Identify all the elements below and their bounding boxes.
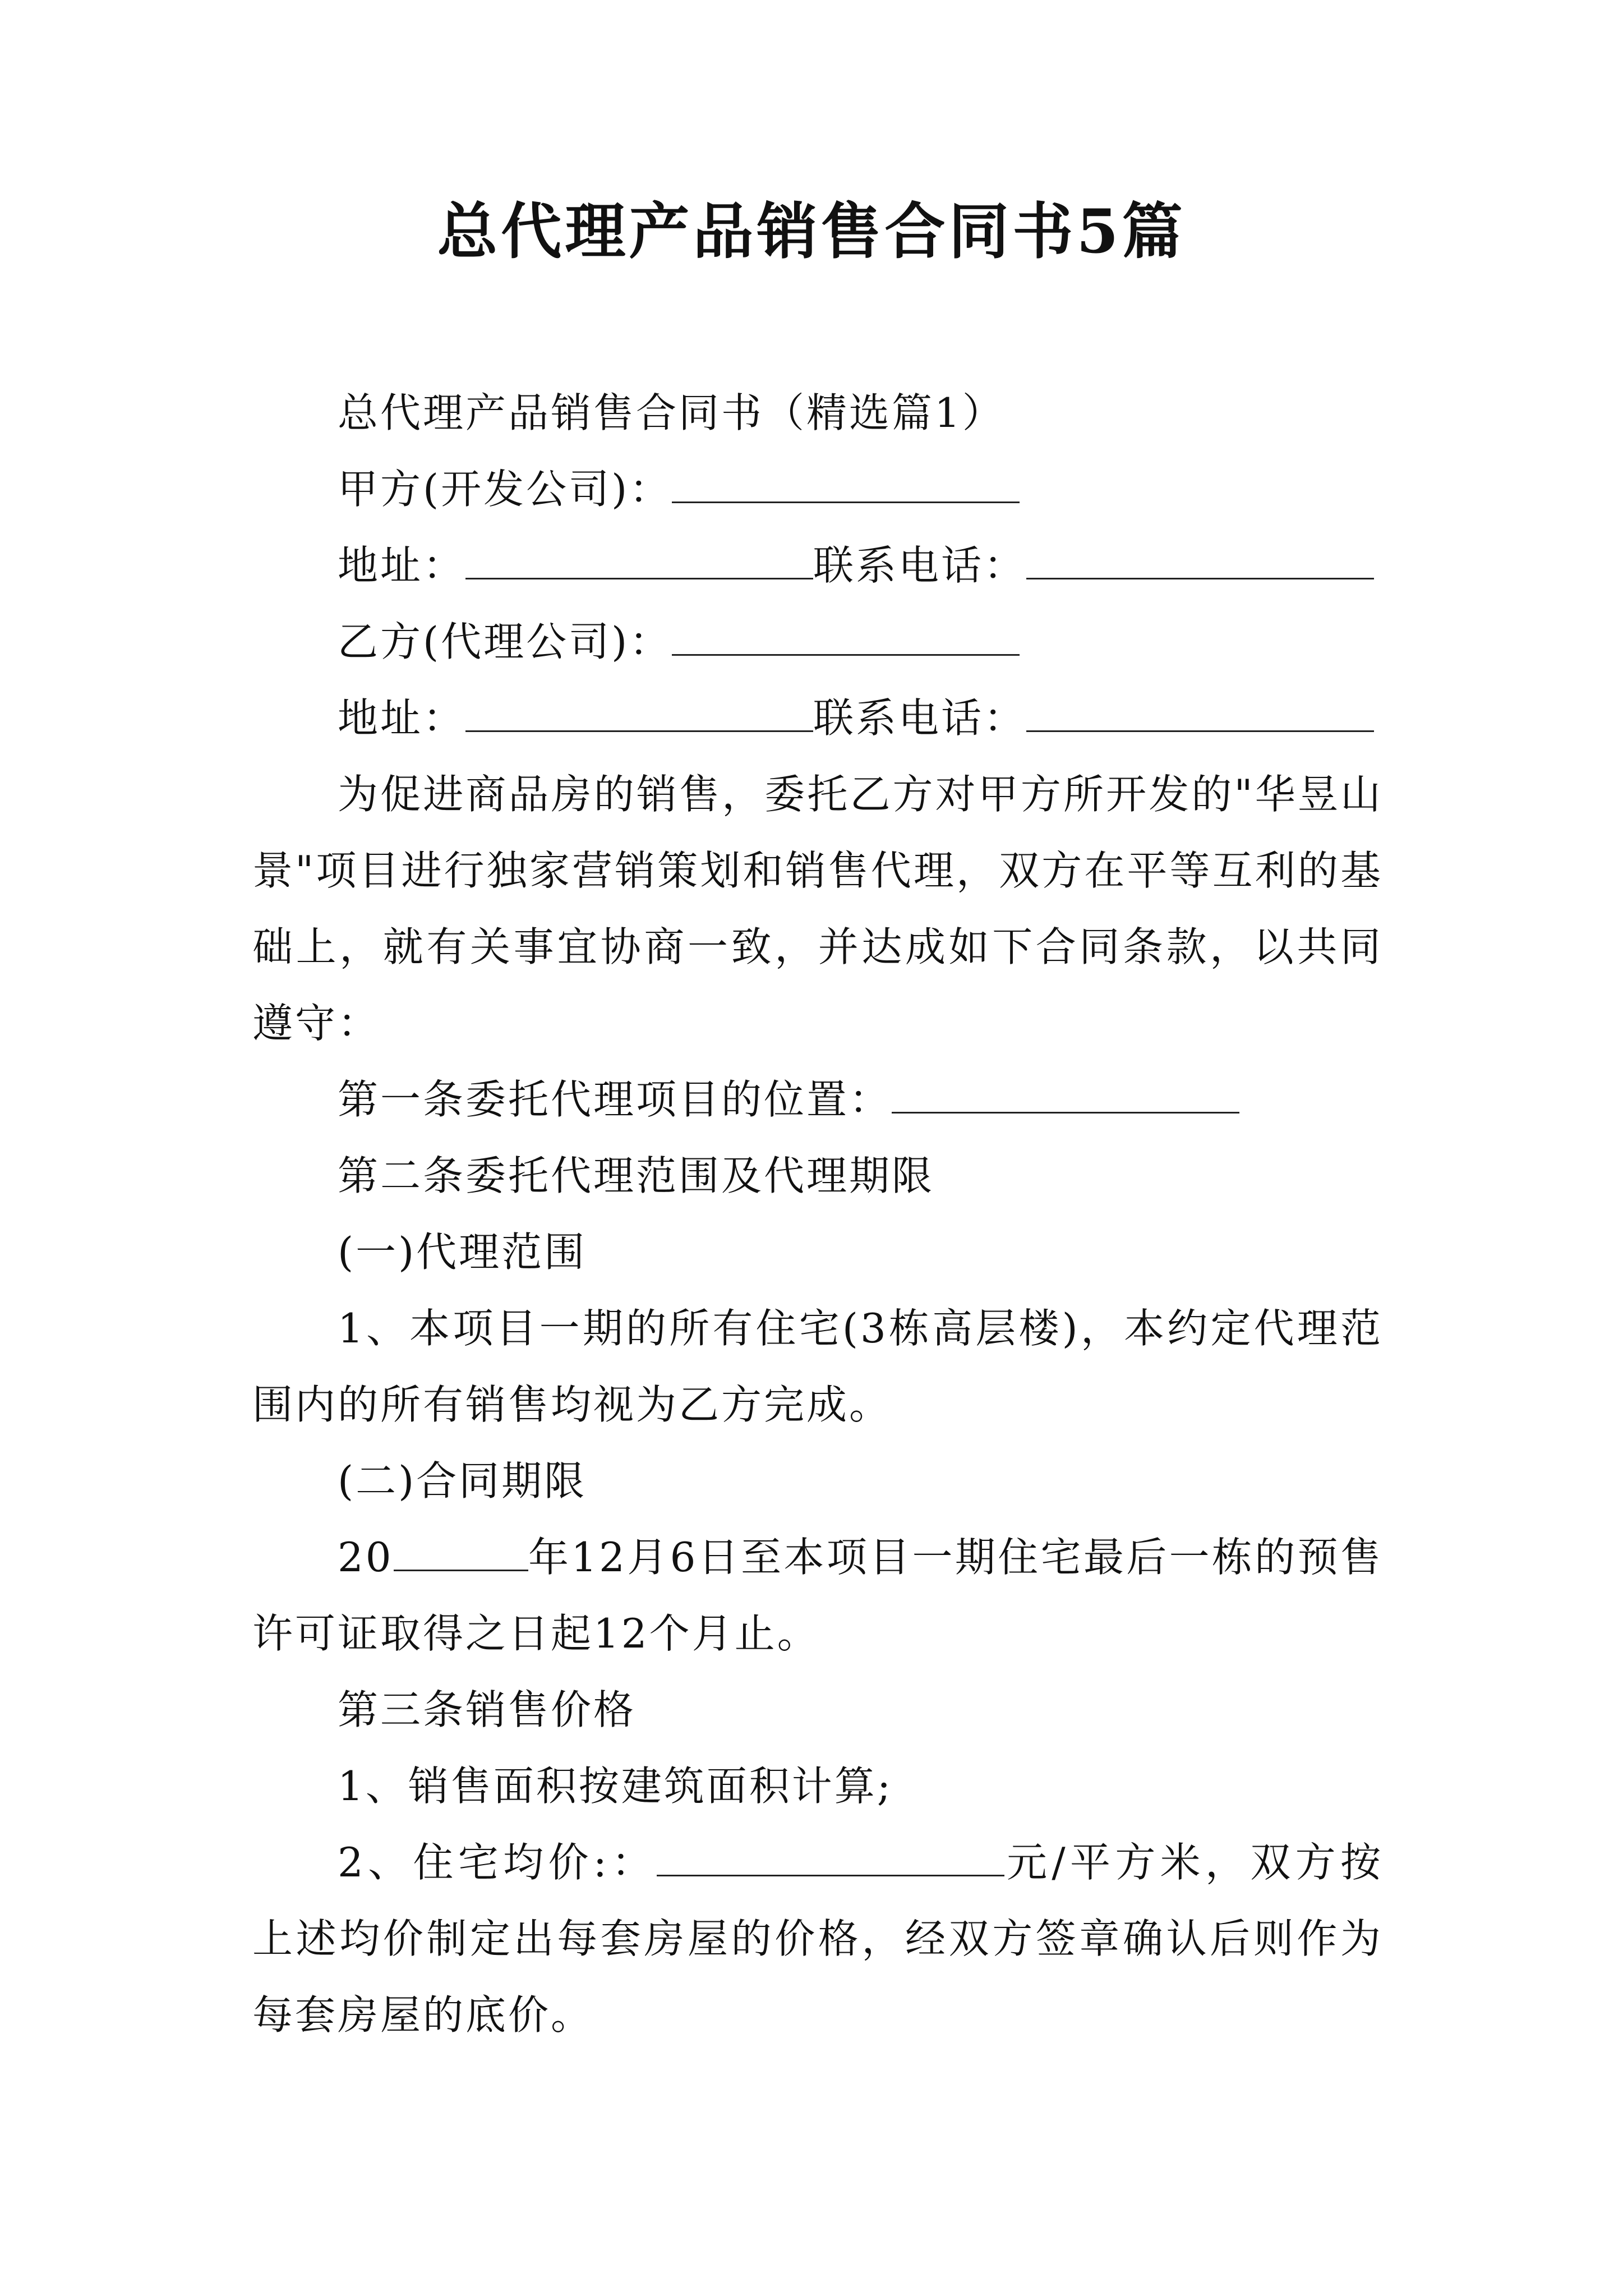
party-a-address-line: 地址： 联系电话：: [252, 527, 1383, 604]
section-scope: (一)代理范围: [338, 1228, 587, 1276]
party-b-address-blank: [465, 691, 813, 732]
party-b-address-line: 地址： 联系电话：: [252, 680, 1383, 756]
section-term: (二)合同期限: [338, 1457, 587, 1504]
price-item-1: 1、销售面积按建筑面积计算;: [338, 1763, 893, 1810]
party-a-line: 甲方(开发公司)：: [252, 451, 1383, 527]
document-body: [252, 375, 1383, 2053]
party-b-phone-blank: [1026, 691, 1374, 732]
intro-paragraph: 为促进商品房的销售，委托乙方对甲方所开发的"华昱山景"项目进行独家营销策划和销售代理，双方在平等互利的基础上，就有关事宜协商一致，并达成如下合同条款，以共同遵守：: [252, 771, 1383, 1047]
article-1: 第一条委托代理项目的位置：: [252, 1061, 1383, 1138]
party-b-blank: [672, 615, 1020, 656]
document-title: 总代理产品销售合同书5篇: [437, 196, 1186, 267]
party-a-address-blank: [465, 539, 813, 579]
price-item-2: 2、住宅均价:： 元/平方米，双方按上述均价制定出每套房屋的价格，经双方签章确认后则作为每套房屋的底价。: [252, 1824, 1383, 2053]
location-blank: [892, 1073, 1239, 1114]
year-blank: [394, 1530, 528, 1571]
article-2: 第二条委托代理范围及代理期限: [338, 1152, 935, 1199]
scope-item-1: 1、本项目一期的所有住宅(3栋高层楼)，本约定代理范围内的所有销售均视为乙方完成。: [252, 1305, 1383, 1428]
price-blank: [657, 1835, 1004, 1876]
article-3: 第三条销售价格: [338, 1686, 637, 1733]
subtitle: 总代理产品销售合同书（精选篇1）: [338, 389, 1005, 436]
party-a-phone-blank: [1026, 539, 1374, 579]
term-paragraph: 20 年12月6日至本项目一期住宅最后一栋的预售许可证取得之日起12个月止。: [252, 1519, 1383, 1672]
party-b-line: 乙方(代理公司)：: [252, 604, 1383, 680]
party-a-blank: [672, 462, 1020, 503]
